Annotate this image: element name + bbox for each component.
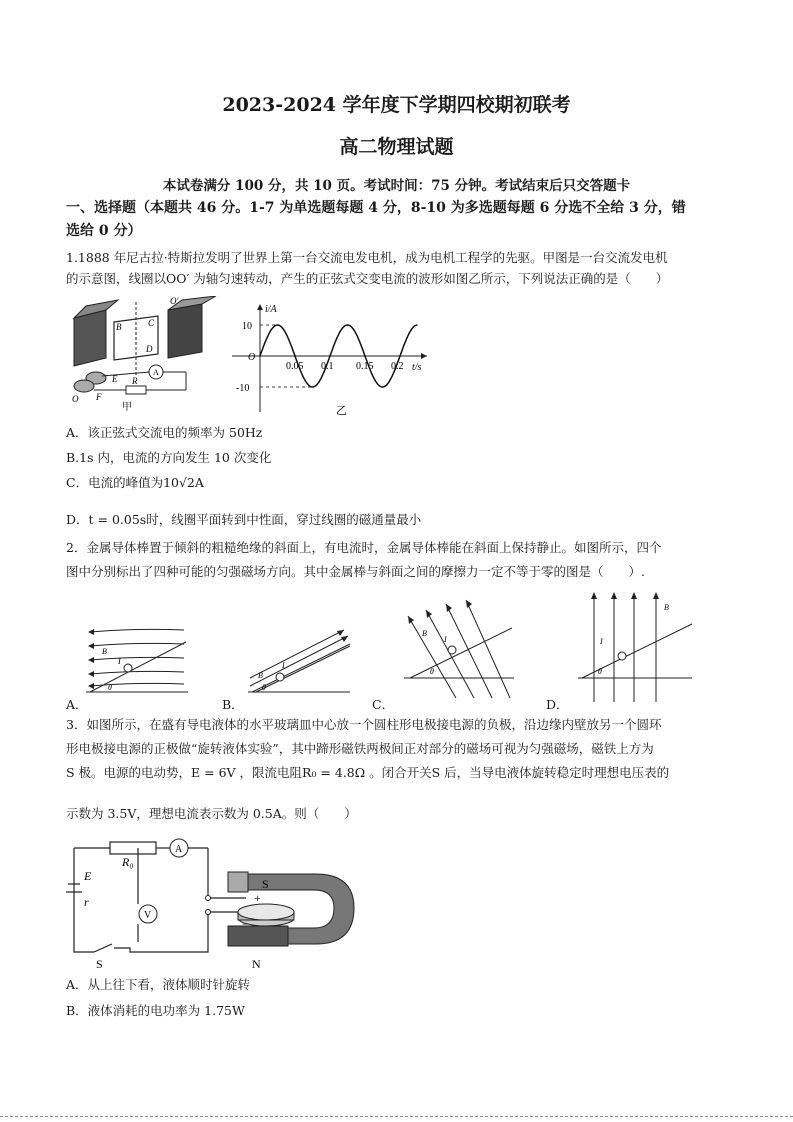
label-B: B [116,322,122,332]
q3-stem-line3: S 极。电源的电动势，E = 6V ，限流电阻R₀ = 4.8Ω 。闭合开关S 后，当导电液体旋转稳定时理想电压表的 [66,765,670,780]
q3-stem-line4: 示数为 3.5V，理想电流表示数为 0.5A。则（ ） [66,806,357,821]
fig-d-theta: θ [598,667,602,676]
q3-option-a: A．从上往下看，液体顺时针旋转 [66,977,251,992]
q3-stem-line1: 3．如图所示，在盛有导电液体的水平玻璃皿中心放一个圆柱形电极接电源的负极，沿边缘内壁放另一个圆环 [66,717,662,732]
fig-c-I: I [444,635,447,644]
label-D: D [146,344,153,354]
magnet-N-pole: N [252,957,261,971]
circuit-switch-S: S [96,957,103,971]
fig-b-theta: θ [262,683,266,692]
label-E: E [112,374,118,384]
circuit-voltmeter: V [144,910,152,921]
q2-label-d: D． [546,697,569,712]
q2-label-c: C． [372,697,395,712]
q2-label-a: A． [66,697,88,712]
page-bottom-rule [0,1116,793,1117]
circuit-ammeter: A [175,844,183,855]
graph-xtick: 0.05 [286,361,304,372]
circuit-r: r [84,895,89,909]
q3-option-b: B．液体消耗的电功率为 1.75W [66,1003,245,1018]
graph-origin: O [248,352,256,363]
q3-stem-line2: 形电极接电源的正极做“旋转液体实验”，其中蹄形磁铁两极间正对部分的磁场可视为匀强磁场，磁铁上方为 [66,741,654,756]
label-R: R [132,376,138,386]
q1-option-c: C．电流的峰值为10√2A [66,475,204,490]
q2-figure-a [82,622,192,702]
graph-xtick: 0.2 [391,361,404,372]
fig-a-theta: θ [108,683,112,692]
q2-figure-b [244,622,354,702]
graph-xtick: 0.15 [356,361,374,372]
exam-subject: 高二物理试题 [339,136,454,158]
fig-c-B: B [422,629,427,638]
section1-heading-line1: 一、选择题（本题共 46 分。1-7 为单选题每题 4 分，8-10 为多选题每题 6 分选不全给 3 分，错 [66,200,686,216]
fig-c-theta: θ [430,667,434,676]
fig-b-I: I [282,661,285,670]
circuit-R0: R₀ [122,855,134,869]
fig-d-B: B [664,603,669,612]
label-C: C [148,318,155,328]
fig-b-B: B [258,671,263,680]
exam-title: 2023-2024 学年度下学期四校期初联考 [222,94,571,116]
circuit-minus: − [242,917,249,931]
graph-ytick-10: 10 [242,321,252,332]
q1-stem-line1: 1.1888 年尼古拉·特斯拉发明了世界上第一台交流电发电机，成为电机工程学的先驱。甲图是一台交流发电机 [66,250,668,265]
q1-option-b: B.1s 内，电流的方向发生 10 次变化 [66,450,272,465]
q1-option-a: A．该正弦式交流电的频率为 50Hz [66,425,263,440]
q2-figure-d [574,590,696,704]
section1-heading-line2: 选给 0 分） [66,223,142,239]
q2-stem-line2: 图中分别标出了四种可能的匀强磁场方向。其中金属棒与斜面之间的摩擦力一定不等于零的图是（ ）. [66,564,645,579]
q2-figure-c [400,598,518,702]
fig-yi-caption: 乙 [336,405,347,417]
graph-ylabel: i/A [265,304,277,315]
q1-option-d: D．t = 0.05s时，线圈平面转到中性面，穿过线圈的磁通量最小 [66,512,422,527]
graph-ytick-neg10: -10 [236,383,250,394]
label-O: O [72,394,79,404]
circuit-plus: + [254,891,261,905]
rotating-liquid-circuit [66,832,366,972]
circuit-E: E [84,869,92,883]
exam-info: 本试卷满分 100 分，共 10 页。考试时间：75 分钟。考试结束后只交答题卡 [162,178,631,194]
label-O-prime: O′ [170,296,179,306]
fig-d-I: I [600,637,603,646]
graph-xlabel: t/s [412,362,422,373]
magnet-S-pole: S [262,877,269,891]
graph-xtick: 0.1 [321,361,334,372]
current-graph [222,300,437,418]
fig-jia-caption: 甲 [122,402,132,413]
label-F: F [96,392,102,402]
label-ammeter-A: A [153,368,159,377]
q2-label-b: B． [222,697,244,712]
fig-a-I: I [118,657,121,666]
q1-stem-line2: 的示意图，线圈以OO′ 为轴匀速转动，产生的正弦式交变电流的波形如图乙所示，下列说法正确的是（ ） [66,271,669,286]
generator-figure [66,296,226,414]
q2-stem-line1: 2．金属导体棒置于倾斜的粗糙绝缘的斜面上，有电流时，金属导体棒能在斜面上保持静止。如图所示，四个 [66,540,662,555]
fig-a-B: B [102,647,107,656]
